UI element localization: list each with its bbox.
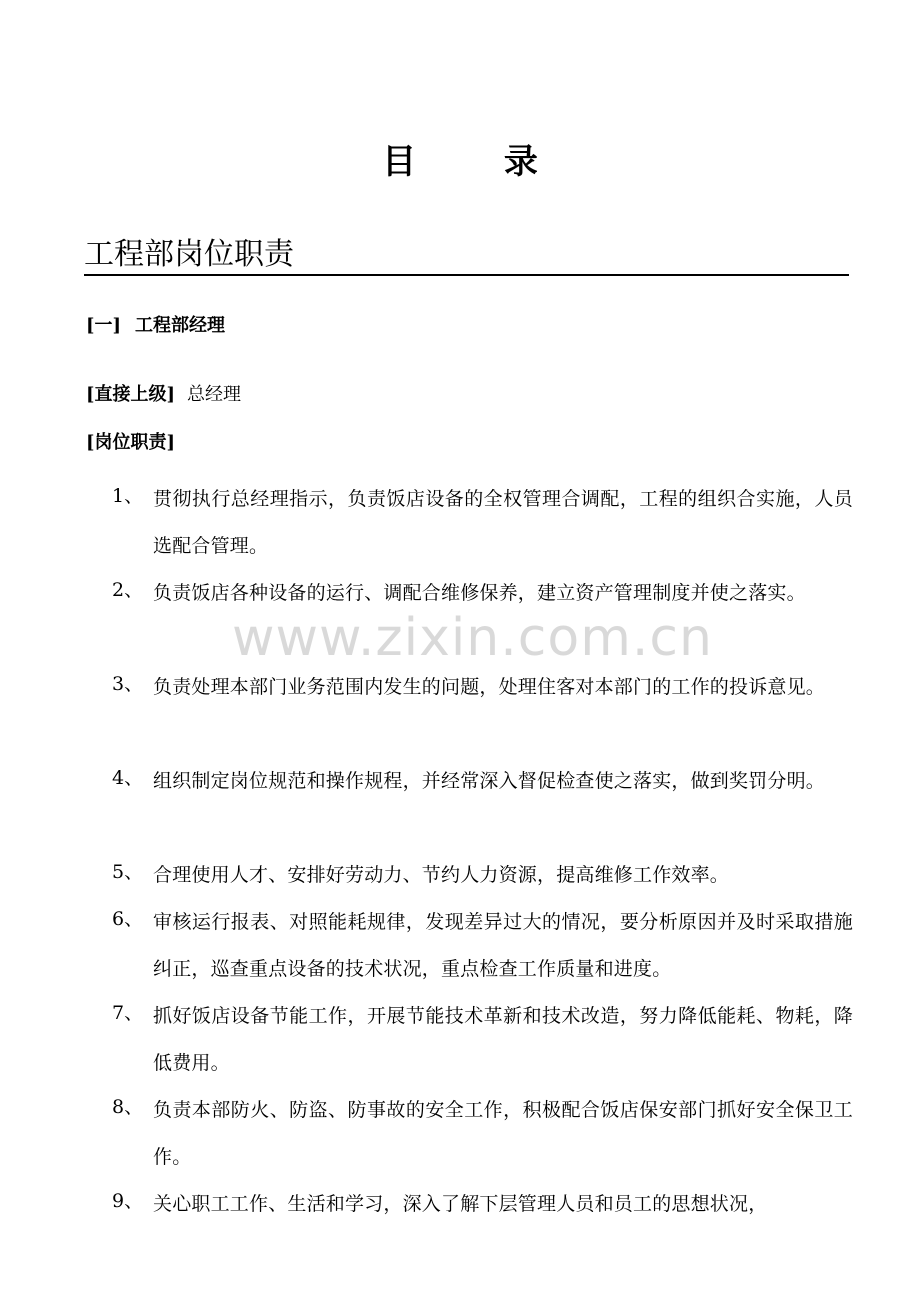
subsection-title: 工程部经理 bbox=[135, 315, 226, 336]
document-title: 目 录 bbox=[382, 142, 576, 182]
subsection-number: [一] bbox=[86, 315, 122, 336]
duty-item bbox=[0, 895, 920, 989]
duty-text: 负责处理本部门业务范围内发生的问题，处理住客对本部门的工作的投诉意见。 bbox=[153, 676, 826, 698]
duty-text: 负责本部防火、防盗、防事故的安全工作，积极配合饭店保安部门抓好安全保卫工作。 bbox=[153, 1099, 853, 1168]
duty-number: 5、 bbox=[112, 861, 144, 883]
duty-number: 3、 bbox=[112, 673, 144, 695]
duty-text: 抓好饭店设备节能工作，开展节能技术革新和技术改造，努力降低能耗、物耗，降低费用。 bbox=[153, 1005, 853, 1074]
direct-superior bbox=[86, 381, 241, 409]
duty-text: 关心职工工作、生活和学习，深入了解下层管理人员和员工的思想状况， bbox=[153, 1193, 768, 1215]
duty-number: 9、 bbox=[112, 1190, 144, 1212]
duty-text: 组织制定岗位规范和操作规程，并经常深入督促检查使之落实，做到奖罚分明。 bbox=[153, 770, 826, 792]
duty-number: 1、 bbox=[112, 485, 144, 507]
duty-list bbox=[0, 472, 920, 1224]
duty-text: 负责饭店各种设备的运行、调配合维修保养，建立资产管理制度并使之落实。 bbox=[153, 582, 806, 604]
duty-item bbox=[0, 1083, 920, 1177]
duty-number: 6、 bbox=[112, 908, 144, 930]
duties-label-row bbox=[86, 429, 175, 457]
duty-text: 审核运行报表、对照能耗规律，发现差异过大的情况，要分析原因并及时采取措施纠正，巡查重点设备的技术状况，重点检查工作质量和进度。 bbox=[153, 911, 853, 980]
duty-text: 贯彻执行总经理指示，负责饭店设备的全权管理合调配，工程的组织合实施，人员选配合管理。 bbox=[153, 488, 853, 557]
duty-number: 2、 bbox=[112, 579, 144, 601]
duty-number: 8、 bbox=[112, 1096, 144, 1118]
direct-superior-value: 总经理 bbox=[187, 384, 242, 405]
duty-number: 4、 bbox=[112, 767, 144, 789]
duty-item bbox=[0, 848, 920, 895]
duty-item bbox=[0, 472, 920, 566]
duty-item bbox=[0, 660, 920, 754]
section-heading: 工程部岗位职责 bbox=[84, 236, 849, 276]
duty-item bbox=[0, 989, 920, 1083]
direct-superior-label: [直接上级] bbox=[86, 384, 176, 405]
duty-item bbox=[0, 754, 920, 848]
duty-number: 7、 bbox=[112, 1002, 144, 1024]
duties-label: [岗位职责] bbox=[86, 432, 176, 453]
duty-item bbox=[0, 1177, 920, 1224]
duty-text: 合理使用人才、安排好劳动力、节约人力资源，提高维修工作效率。 bbox=[153, 864, 730, 886]
watermark: www.zixin.com.cn bbox=[232, 608, 713, 668]
subsection-heading bbox=[86, 312, 225, 340]
duty-item bbox=[0, 566, 920, 660]
